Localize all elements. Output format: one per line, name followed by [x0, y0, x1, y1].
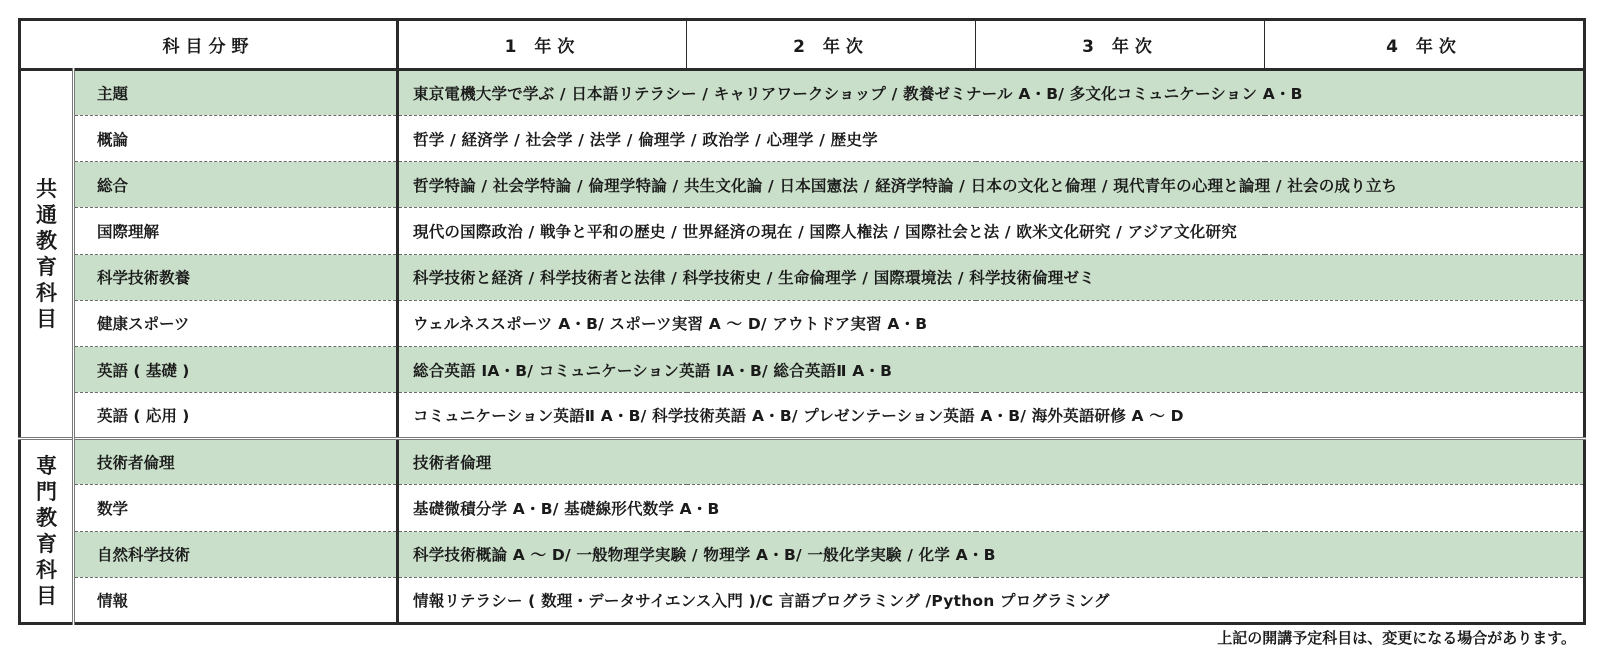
- header-year-1: 1 年次: [398, 20, 687, 70]
- header-field: 科目分野: [20, 20, 398, 70]
- subject-cell: 自然科学技術: [74, 531, 398, 577]
- subject-cell: 主題: [74, 70, 398, 116]
- group-label-2: [20, 439, 74, 624]
- header-year-3: 3 年次: [976, 20, 1265, 70]
- courses-cell: 現代の国際政治 / 戦争と平和の歴史 / 世界経済の現在 / 国際人権法 / 国際社会と法 / 欧米文化研究 / アジア文化研究: [398, 208, 1585, 254]
- table-row: [20, 162, 1585, 208]
- subject-cell: 技術者倫理: [74, 439, 398, 485]
- curriculum-table: [18, 18, 1586, 625]
- table-row: [20, 485, 1585, 531]
- group-label-char: 門: [36, 480, 57, 505]
- subject-cell: 数学: [74, 485, 398, 531]
- subject-cell: 科学技術教養: [74, 254, 398, 300]
- group-label-char: 教: [36, 506, 57, 531]
- group-label-char: 育: [36, 532, 57, 557]
- courses-cell: コミュニケーション英語Ⅱ A・B/ 科学技術英語 A・B/ プレゼンテーション英語 A・B/ 海外英語研修 A ～ D: [398, 393, 1585, 439]
- table-row: [20, 116, 1585, 162]
- courses-cell: 情報リテラシー ( 数理・データサイエンス入門 )/C 言語プログラミング /Python プログラミング: [398, 577, 1585, 623]
- subject-cell: 健康スポーツ: [74, 300, 398, 346]
- subject-cell: 概論: [74, 116, 398, 162]
- subject-cell: 国際理解: [74, 208, 398, 254]
- courses-cell: 総合英語 IA・B/ コミュニケーション英語 IA・B/ 総合英語Ⅱ A・B: [398, 346, 1585, 392]
- group-label-char: 目: [36, 307, 57, 332]
- courses-cell: 哲学 / 経済学 / 社会学 / 法学 / 倫理学 / 政治学 / 心理学 / 歴史学: [398, 116, 1585, 162]
- courses-cell: 哲学特論 / 社会学特論 / 倫理学特論 / 共生文化論 / 日本国憲法 / 経済学特論 / 日本の文化と倫理 / 現代青年の心理と論理 / 社会の成り立ち: [398, 162, 1585, 208]
- table-row: [20, 70, 1585, 116]
- subject-cell: 英語 ( 応用 ): [74, 393, 398, 439]
- group-label-char: 目: [36, 584, 57, 609]
- courses-cell: 東京電機大学で学ぶ / 日本語リテラシー / キャリアワークショップ / 教養ゼミナール A・B/ 多文化コミュニケーション A・B: [398, 70, 1585, 116]
- table-row: [20, 577, 1585, 623]
- courses-cell: 科学技術と経済 / 科学技術者と法律 / 科学技術史 / 生命倫理学 / 国際環境法 / 科学技術倫理ゼミ: [398, 254, 1585, 300]
- group-label-char: 共: [36, 177, 57, 202]
- group-label-char: 育: [36, 255, 57, 280]
- header-row: [20, 20, 1585, 70]
- courses-cell: ウェルネススポーツ A・B/ スポーツ実習 A ～ D/ アウトドア実習 A・B: [398, 300, 1585, 346]
- table-row: [20, 393, 1585, 439]
- header-year-2: 2 年次: [687, 20, 976, 70]
- subject-cell: 英語 ( 基礎 ): [74, 346, 398, 392]
- courses-cell: 科学技術概論 A ～ D/ 一般物理学実験 / 物理学 A・B/ 一般化学実験 / 化学 A・B: [398, 531, 1585, 577]
- group-label-char: 科: [36, 281, 57, 306]
- header-year-4: 4 年次: [1265, 20, 1585, 70]
- table-row: [20, 300, 1585, 346]
- table-row: [20, 531, 1585, 577]
- group-label-char: 教: [36, 229, 57, 254]
- group-label-char: 通: [36, 203, 57, 228]
- footnote: 上記の開講予定科目は、変更になる場合があります。: [1217, 629, 1576, 647]
- table-row: [20, 208, 1585, 254]
- courses-cell: 技術者倫理: [398, 439, 1585, 485]
- courses-cell: 基礎微積分学 A・B/ 基礎線形代数学 A・B: [398, 485, 1585, 531]
- group-label-1: [20, 70, 74, 439]
- table-row: [20, 346, 1585, 392]
- subject-cell: 総合: [74, 162, 398, 208]
- subject-cell: 情報: [74, 577, 398, 623]
- table-row: [20, 254, 1585, 300]
- table-row: [20, 439, 1585, 485]
- group-label-char: 専: [36, 454, 57, 479]
- table-body: [20, 70, 1585, 624]
- group-label-char: 科: [36, 558, 57, 583]
